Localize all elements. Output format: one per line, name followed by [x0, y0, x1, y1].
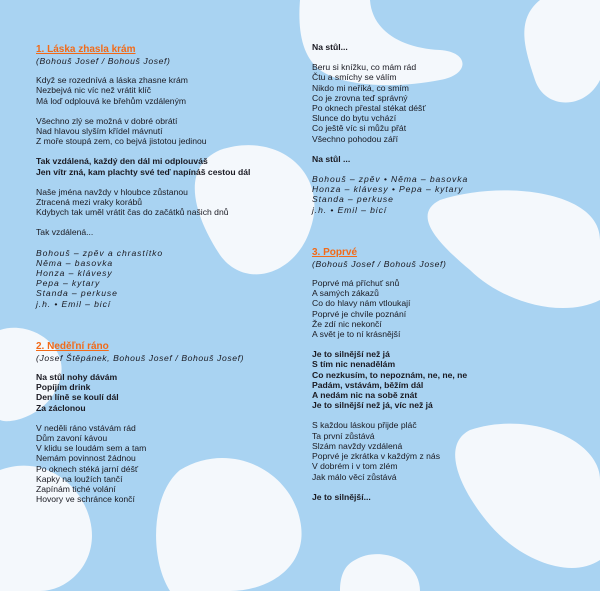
lyric-line: Tak vzdálená, každý den dál mi odplouváš [36, 156, 208, 167]
band-credits [36, 248, 301, 309]
lyric-line: Slzám navždy vzdálená [312, 440, 403, 451]
lyric-line: Něma – basovka [36, 257, 114, 268]
lyric-line: Honza – klávesy [36, 268, 113, 279]
lyric-line: Pepa – kytary [36, 278, 101, 289]
lyric-line: Je to silnější než já [312, 349, 390, 360]
lyric-line: Nezbejvá nic víc než vrátit klíč [36, 85, 152, 96]
lyric-line: Slunce do bytu vchází [312, 113, 397, 124]
lyric-line: Honza – klávesy • Pepa – kytary [312, 184, 464, 195]
lyric-line: Že zdí nic nekončí [312, 318, 382, 329]
right-column [312, 42, 582, 512]
lyric-line: Naše jména navždy v hloubce zůstanou [36, 186, 188, 197]
verse-stanza [312, 278, 582, 339]
lyric-line: Co ještě víc si můžu přát [312, 123, 407, 134]
lyric-line: Nemám povinnost žádnou [36, 453, 136, 464]
lyric-line: Všechno zlý se možná v dobré obrátí [36, 115, 178, 126]
song-credit: (Bohouš Josef / Bohouš Josef) [36, 56, 171, 66]
lyric-line: Zapínám tiché volání [36, 484, 116, 495]
lyric-line: Bohouš – zpěv • Něma – basovka [312, 174, 469, 185]
lyric-line: Ztracená mezi vraky korábů [36, 197, 143, 208]
lyric-line: Popíjím drink [36, 382, 91, 393]
song [312, 42, 582, 215]
lyric-line: S tím nic nenadělám [312, 359, 396, 370]
lyric-line: Jak málo věcí zůstává [312, 471, 397, 482]
band-credits [312, 174, 582, 215]
verse-stanza [312, 420, 582, 481]
song-title: 1. Láska zhasla krám [36, 44, 136, 55]
lyric-line: Na stůl ... [312, 153, 351, 164]
lyric-line: Tak vzdálená... [36, 227, 94, 238]
lyric-line: S každou láskou přijde pláč [312, 420, 417, 431]
lyric-line: Co do hlavy nám vtloukají [312, 298, 411, 309]
lyric-line: Kdybych tak uměl vrátit čas do začátků našich dnů [36, 207, 229, 218]
lyric-line: Je to silnější... [312, 491, 371, 502]
verse-stanza [36, 187, 301, 218]
lyric-line: Den líně se koulí dál [36, 392, 119, 403]
lyric-line: Za záclonou [36, 402, 86, 413]
verse-stanza [36, 116, 301, 147]
lyric-line: Poprvé má příchuť snů [312, 278, 400, 289]
lyric-line: Padám, vstávám, běžím dál [312, 379, 424, 390]
lyric-line: Čtu a smíchy se válím [312, 72, 397, 83]
song-title: 3. Poprvé [312, 246, 358, 258]
verse-stanza [36, 423, 301, 505]
chorus-stanza [312, 492, 582, 502]
lyric-line: Co nezkusím, to nepoznám, ne, ne, ne [312, 369, 468, 380]
lyric-line: Co je zrovna teď správný [312, 92, 408, 103]
lyric-line: Nad hlavou slyším křídel mávnutí [36, 126, 163, 137]
lyric-line: Standa – perkuse [312, 194, 394, 205]
lyric-line: Dům zavoní kávou [36, 433, 108, 444]
chorus-stanza [312, 42, 582, 52]
song [312, 247, 582, 502]
chorus-stanza [312, 349, 582, 410]
chorus-stanza [36, 372, 301, 413]
blob-shape [340, 554, 420, 591]
lyric-line: Z moře stoupá zem, co bejvá jistotou jedinou [36, 136, 207, 147]
lyric-line: Hovory ve schránce končí [36, 494, 135, 505]
lyric-line: j.h. • Emil – bicí [36, 298, 112, 309]
lyric-line: Všechno pohodou září [312, 133, 399, 144]
song-credit: (Bohouš Josef / Bohouš Josef) [312, 258, 447, 269]
lyric-line: V dobrém i v tom zlém [312, 461, 398, 472]
lyric-line: Kapky na loužích tančí [36, 473, 123, 484]
lyric-line: Po oknech stéká jarní déšť [36, 463, 139, 474]
lyric-line: Nikdo mi neříká, co smím [312, 82, 409, 93]
lyric-line: Má loď odplouvá ke břehům vzdáleným [36, 95, 187, 106]
song-title: 2. Neděľní ráno [36, 340, 109, 352]
song [36, 44, 301, 309]
song [36, 341, 301, 505]
lyric-line: A nedám nic na sobě znát [312, 390, 418, 401]
lyric-line: Na stůl... [312, 42, 348, 52]
lyric-line: A svět je to ní krásnější [312, 329, 401, 340]
verse-stanza [36, 227, 301, 237]
lyric-line: A samých zákazů [312, 288, 379, 299]
verse-stanza [36, 75, 301, 106]
song-credit: (Josef Štěpánek, Bohouš Josef / Bohouš Josef) [36, 352, 245, 363]
lyric-line: V klidu se loudám sem a tam [36, 443, 147, 454]
lyric-line: Poprvé je zkrátka v každým z nás [312, 451, 440, 462]
lyric-line: Když se rozednívá a láska zhasne krám [36, 75, 188, 86]
verse-stanza [312, 62, 582, 144]
lyric-line: Na stůl nohy dávám [36, 372, 118, 383]
song-gap [312, 225, 582, 247]
lyric-line: Jen vítr zná, kam plachty své teď napínáš cestou dál [36, 166, 251, 177]
lyric-line: Poprvé je chvíle poznání [312, 308, 407, 319]
lyric-line: Po oknech přestal stékat déšť [312, 103, 426, 114]
lyric-line: Standa – perkuse [36, 288, 118, 299]
song-gap [36, 319, 301, 341]
lyric-line: Je to silnější než já, víc než já [312, 400, 433, 411]
lyric-line: V neděli ráno vstávám rád [36, 422, 136, 433]
lyric-line: Ta první zůstává [312, 430, 375, 441]
lyric-line: j.h. • Emil – bicí [312, 204, 388, 215]
left-column [36, 44, 301, 515]
lyric-line: Beru si knížku, co mám rád [312, 62, 417, 73]
chorus-stanza [312, 154, 582, 164]
chorus-stanza [36, 156, 301, 176]
lyric-line: Bohouš – zpěv a chrastítko [36, 247, 164, 258]
